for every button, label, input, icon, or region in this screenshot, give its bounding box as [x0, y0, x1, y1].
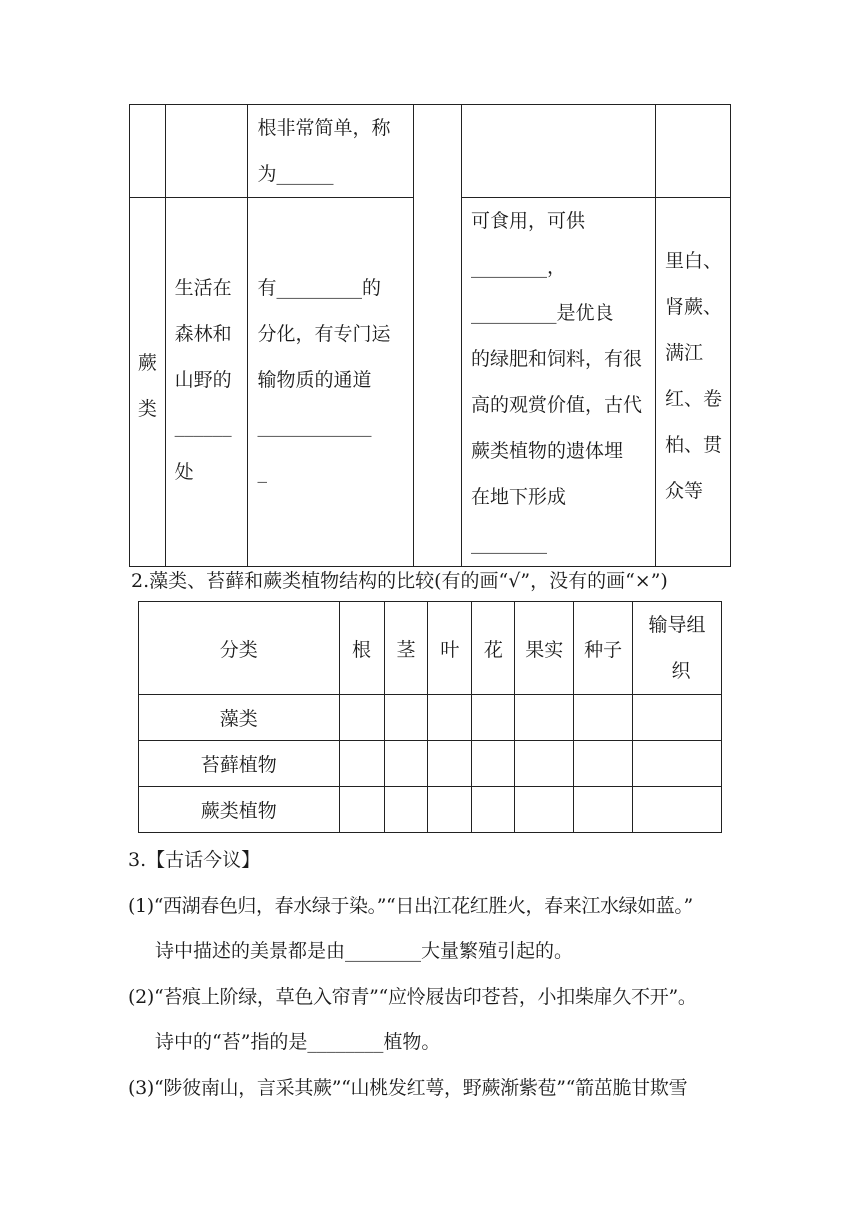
text-line: 输物质的通道 — [257, 369, 372, 391]
header-cell: 叶 — [428, 602, 472, 695]
header-cell — [633, 602, 722, 695]
answer-cell[interactable] — [472, 741, 515, 787]
answer-cell[interactable] — [574, 695, 633, 741]
answer-cell[interactable] — [515, 741, 574, 787]
question-3-line-1: (3)“陟彼南山，言采其蕨”“山桃发红萼，野蕨渐紫苞”“箭茁脆甘欺雪 — [128, 1077, 688, 1099]
answer-cell[interactable] — [515, 695, 574, 741]
text-line: ________， — [471, 256, 567, 278]
question-1-line-1: (1)“西湖春色归，春水绿于染。”“日出江花红胜火，春来江水绿如蓝。” — [128, 895, 693, 917]
answer-cell[interactable] — [384, 695, 428, 741]
text-line: ________ — [471, 532, 548, 554]
comparison-table — [138, 601, 722, 833]
plant-table — [129, 104, 731, 567]
text-line: 处 — [174, 461, 194, 483]
header-cell: 茎 — [384, 602, 428, 695]
answer-cell[interactable] — [515, 787, 574, 833]
row-label: 藻类 — [139, 695, 340, 741]
text-line: ____________ — [257, 415, 372, 437]
answer-cell[interactable] — [472, 787, 515, 833]
fern-use-cell — [462, 198, 656, 567]
table-cell — [414, 105, 462, 567]
table-cell — [655, 105, 730, 198]
header-cell: 果实 — [515, 602, 574, 695]
row-label: 蕨类植物 — [139, 787, 340, 833]
text-line: 有_________的 — [257, 277, 381, 299]
text-line: 山野的 — [174, 369, 232, 391]
text-line: ______ — [174, 415, 232, 437]
text-line: 满江 — [664, 342, 703, 364]
text-line: 的绿肥和饲料，有很 — [471, 348, 643, 370]
table-cell — [130, 105, 166, 198]
table-cell — [462, 105, 656, 198]
answer-cell[interactable] — [384, 787, 428, 833]
text-line: 分化，有专门运 — [257, 323, 391, 345]
answer-cell[interactable] — [574, 741, 633, 787]
row-label: 苔藓植物 — [139, 741, 340, 787]
text-line: 红、卷 — [664, 388, 722, 410]
header-cell: 分类 — [139, 602, 340, 695]
text-line: 肾蕨、 — [664, 296, 722, 318]
structure-cell — [248, 105, 414, 198]
table-row — [139, 741, 722, 787]
text-line: 可食用，可供 — [471, 210, 586, 232]
answer-cell[interactable] — [472, 695, 515, 741]
question-1-line-2: 诗中描述的美景都是由________大量繁殖引起的。 — [155, 940, 574, 962]
text-line: 蕨 — [137, 352, 157, 374]
header-cell: 种子 — [574, 602, 633, 695]
text-line: 为______ — [257, 163, 334, 185]
answer-cell[interactable] — [384, 741, 428, 787]
answer-cell[interactable] — [339, 787, 384, 833]
text-line: 生活在 — [174, 277, 232, 299]
table-row — [139, 787, 722, 833]
answer-cell[interactable] — [633, 741, 722, 787]
text-line: 柏、贯 — [664, 434, 722, 456]
question-2-line-1: (2)“苔痕上阶绿，草色入帘青”“应怜屐齿印苍苔，小扣柴扉久不开”。 — [128, 986, 697, 1008]
answer-cell[interactable] — [428, 695, 472, 741]
answer-cell[interactable] — [428, 741, 472, 787]
text-line: 根非常简单，称 — [257, 117, 391, 139]
answer-cell[interactable] — [633, 695, 722, 741]
text-line: 在地下形成 — [471, 486, 567, 508]
table-row — [139, 695, 722, 741]
text-line: _ — [257, 461, 267, 483]
text-line: 高的观赏价值，古代 — [471, 394, 643, 416]
section3-title: 3.【古话今议】 — [128, 849, 261, 871]
text-line: 众等 — [664, 480, 703, 502]
table-row — [130, 105, 731, 198]
text-line: 织 — [671, 660, 691, 682]
section2-title: 2.藻类、苔藓和蕨类植物结构的比较(有的画“√”，没有的画“×”) — [131, 570, 668, 592]
fern-structure-cell — [248, 198, 414, 567]
fern-example-cell — [655, 198, 730, 567]
fern-name-cell — [130, 198, 166, 567]
text-line: 森林和 — [174, 323, 232, 345]
header-cell: 花 — [472, 602, 515, 695]
text-line: 里白、 — [664, 250, 722, 272]
answer-cell[interactable] — [574, 787, 633, 833]
table-header-row — [139, 602, 722, 695]
question-2-line-2: 诗中的“苔”指的是________植物。 — [155, 1031, 441, 1053]
text-line: 蕨类植物的遗体埋 — [471, 440, 624, 462]
answer-cell[interactable] — [633, 787, 722, 833]
answer-cell[interactable] — [339, 695, 384, 741]
text-line: 类 — [137, 398, 157, 420]
answer-cell[interactable] — [428, 787, 472, 833]
text-line: 输导组 — [648, 614, 706, 636]
text-line: _________是优良 — [471, 302, 614, 324]
table-cell — [165, 105, 248, 198]
fern-habitat-cell — [165, 198, 248, 567]
header-cell: 根 — [339, 602, 384, 695]
answer-cell[interactable] — [339, 741, 384, 787]
